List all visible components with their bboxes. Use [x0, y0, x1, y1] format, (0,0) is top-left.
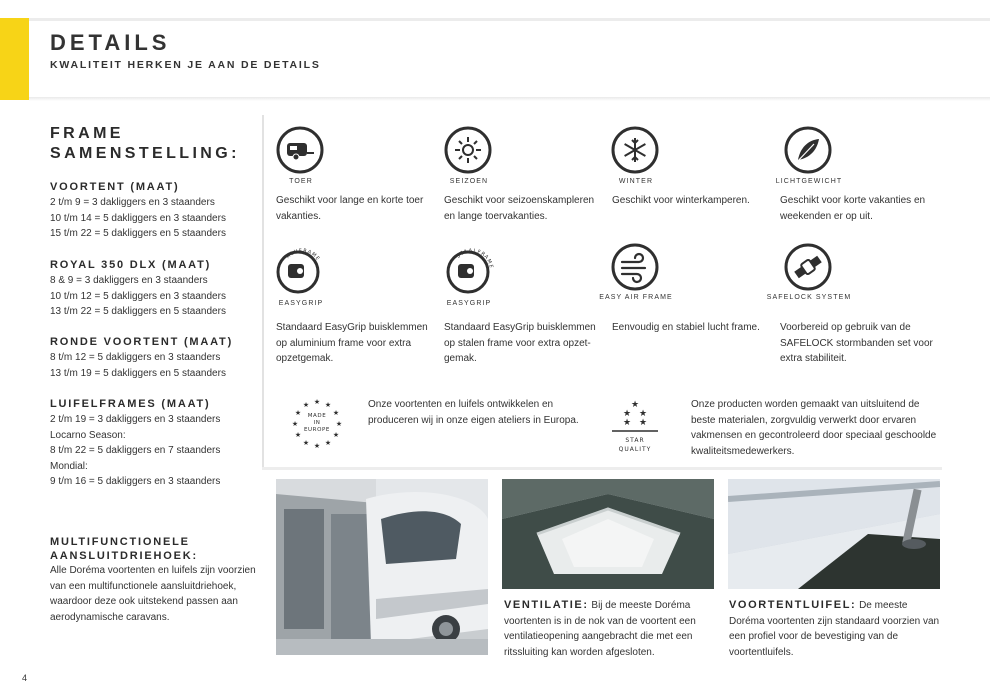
header-divider [29, 97, 990, 101]
badge-line: IN [313, 420, 321, 426]
svg-text:★: ★ [294, 431, 302, 439]
arc-label: ALUFRAME [285, 247, 322, 263]
feature-label: EASYGRIP [446, 300, 492, 307]
section-lines [50, 412, 260, 490]
feature-label: TOER [289, 178, 313, 185]
frame-section-ronde [50, 336, 260, 381]
section-line: 13 t/m 22 = 5 dakliggers en 5 staanders [50, 306, 226, 317]
section-line: 13 t/m 19 = 5 dakliggers en 5 staanders [50, 367, 226, 379]
easygrip-steel-icon [442, 240, 502, 300]
section-line: 10 t/m 14 = 5 dakliggers en 3 staanders [50, 212, 226, 224]
svg-text:★: ★ [622, 418, 632, 428]
feature-label: LICHTGEWICHT [775, 178, 843, 185]
caption-title: VOORTENTLUIFEL: [729, 599, 857, 611]
section-title: ROYAL 350 DLX (MAAT) [50, 259, 212, 271]
section-lines [50, 273, 260, 320]
feature-label: WINTER [618, 178, 654, 185]
svg-text:★: ★ [302, 401, 310, 409]
multi-heading: MULTIFUNCTIONELE AANSLUITDRIEHOEK: [50, 536, 198, 562]
badge-line: QUALITY [618, 446, 652, 453]
feature-text: Standaard EasyGrip buisklemmen op aluminium frame voor extra opzetgemak. [276, 322, 428, 364]
accent-bar [0, 18, 29, 100]
section-line: 15 t/m 22 = 5 dakliggers en 5 staanders [50, 228, 226, 239]
feather-icon [784, 126, 832, 174]
section-line: 10 t/m 12 = 5 dakliggers en 3 staanders [50, 290, 226, 302]
ventilation-caption [504, 598, 716, 660]
caption-title: VENTILATIE: [504, 599, 589, 611]
easygrip-alu-icon [272, 240, 332, 300]
page-title: DETAILS [50, 30, 171, 55]
feature-text: Geschikt voor korte vakanties en weekenden er op uit. [780, 195, 926, 222]
badge-line: MADE [307, 413, 327, 419]
badge-line: EUROPE [303, 427, 331, 433]
star-quality-badge [608, 396, 662, 456]
svg-text:★: ★ [291, 420, 299, 428]
caption-text: Bij de meeste Doréma voortenten is in de nok van de voortent een ventilatieopening aangebracht die met een ritssluiting kan worden afgesloten. [504, 600, 696, 658]
section-line: 2 t/m 19 = 3 dakliggers en 3 staanders [50, 414, 221, 425]
svg-text:★: ★ [638, 418, 648, 428]
caravan-awning-photo [276, 479, 488, 655]
page-subtitle: KWALITEIT HERKEN JE AAN DE DETAILS [50, 59, 321, 71]
svg-text:★: ★ [622, 409, 632, 419]
feature-text: Voorbereid op gebruik van de SAFELOCK stormbanden set voor extra stabiliteit. [780, 322, 933, 364]
made-in-europe-badge [286, 392, 348, 454]
section-line: Locarno Season: [50, 429, 126, 441]
feature-text: Eenvoudig en stabiel lucht frame. [612, 322, 760, 333]
section-lines [50, 350, 260, 381]
section-line: 2 t/m 9 = 3 dakliggers en 3 staanders [50, 197, 215, 208]
svg-text:★: ★ [324, 439, 332, 447]
section-title: RONDE VOORTENT (MAAT) [50, 336, 234, 348]
section-line: Mondial: [50, 460, 88, 472]
section-line: 8 & 9 = 3 dakliggers en 3 staanders [50, 275, 208, 286]
section-title: LUIFELFRAMES (MAAT) [50, 398, 211, 410]
section-lines [50, 195, 260, 242]
page-number: 4 [22, 673, 28, 683]
ventilation-photo [502, 479, 714, 589]
made-in-europe-text: Onze voortenten en luifels ontwikkelen en produceren wij in onze eigen ateliers in Europa. [368, 399, 579, 426]
feature-text: Standaard EasyGrip buisklemmen op stalen frame voor extra opzet-gemak. [444, 322, 596, 364]
badge-line: STAR [625, 437, 645, 444]
frame-section-royal [50, 259, 260, 320]
feature-label: SEIZOEN [449, 178, 489, 185]
frame-section-voortent [50, 181, 260, 242]
caravan-icon [276, 126, 324, 174]
frame-heading: FRAME SAMENSTELLING: [50, 125, 240, 162]
column-divider [262, 115, 264, 467]
feature-label: EASY AIR FRAME [599, 294, 673, 301]
svg-text:★: ★ [302, 439, 310, 447]
svg-text:★: ★ [313, 442, 321, 450]
svg-text:★: ★ [313, 398, 321, 406]
sun-icon [444, 126, 492, 174]
svg-text:★: ★ [630, 400, 640, 410]
awning-profile-photo [728, 479, 940, 589]
svg-text:★: ★ [332, 409, 340, 417]
frame-section-luifel [50, 398, 260, 490]
voortentluifel-caption [729, 598, 941, 660]
feature-text: Geschikt voor seizoenskampleren en lange toervakanties. [444, 195, 595, 222]
svg-text:★: ★ [638, 409, 648, 419]
section-line: 9 t/m 16 = 5 dakliggers en 3 staanders [50, 476, 221, 487]
arc-label: STAALFRAME [455, 247, 495, 270]
svg-text:★: ★ [294, 409, 302, 417]
svg-text:★: ★ [332, 431, 340, 439]
svg-text:★: ★ [324, 401, 332, 409]
section-divider [262, 467, 942, 470]
snowflake-icon [611, 126, 659, 174]
header-top-line [0, 18, 990, 21]
section-line: 8 t/m 12 = 5 dakliggers en 3 staanders [50, 352, 221, 363]
section-title: VOORTENT (MAAT) [50, 181, 180, 193]
caption-text: De meeste Doréma voortenten zijn standaard voorzien van een profiel voor de bevestiging van de voortentluifels. [729, 600, 940, 658]
seatbelt-icon [784, 243, 832, 291]
wind-icon [611, 243, 659, 291]
multi-text: Alle Doréma voortenten en luifels zijn voorzien van een multifunctionele aansluitdriehoek, waardoor deze ook uitstekend passen aan aerodynamische caravans. [50, 565, 256, 623]
star-quality-text: Onze producten worden gemaakt van uitsluitend de beste materialen, zorgvuldig verwerkt door ervaren vakmensen en gecontroleerd door speciaal geschoolde kwaliteitsmedewerkers. [691, 399, 937, 457]
section-line: 8 t/m 22 = 5 dakliggers en 7 staanders [50, 445, 221, 456]
feature-label: SAFELOCK SYSTEM [766, 294, 852, 301]
feature-label: EASYGRIP [278, 300, 324, 307]
feature-text: Geschikt voor lange en korte toer vakanties. [276, 195, 424, 222]
feature-text: Geschikt voor winterkamperen. [612, 195, 750, 206]
svg-text:★: ★ [335, 420, 343, 428]
